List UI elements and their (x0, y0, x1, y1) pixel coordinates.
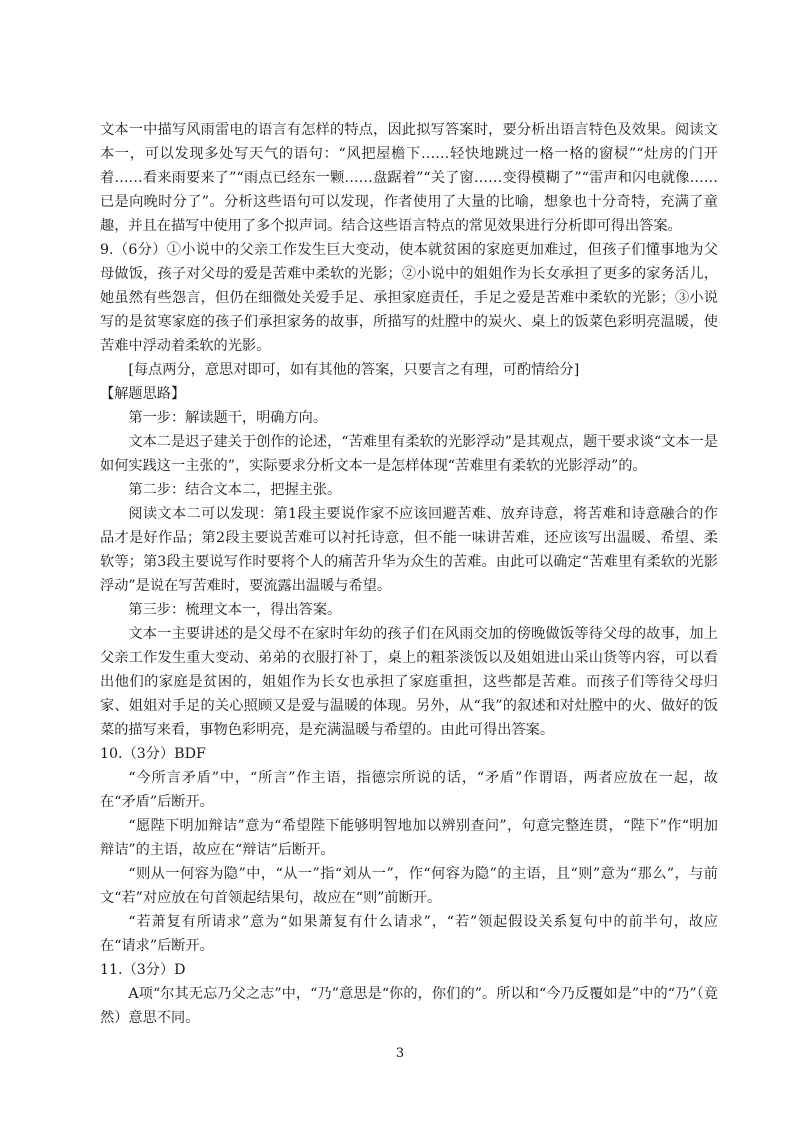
step-three-text: 文本一主要讲述的是父母不在家时年幼的孩子们在风雨交加的傍晚做饭等待父母的故事，加上父亲工作发生重大变动、弟弟的衣服打补丁，桌上的粗茶淡饭以及姐姐进山采山货等内容，可以看出他们的家庭是贫困的，姐姐作为长女也承担了家庭重担，这些都是苦难。而孩子们等待父母归家、姐姐对手足的关心照顾又是爱与温暖的体现。另外，从“我”的叙述和对灶膛中的火、做好的饭菜的描写来看，事物色彩明亮，是充满温暖与希望的。由此可得出答案。 (100, 626, 718, 738)
q10-explanation-1: “今所言矛盾”中，“所言”作主语，指德宗所说的话，“矛盾”作谓语，两者应放在一起，故在“矛盾”后断开。 (100, 770, 718, 810)
q10-explanation-2: “愿陛下明加辩诘”意为“希望陛下能够明智地加以辨别查问”，句意完整连贯，“陛下”作“明加辩诘”的主语，故应在“辩诘”后断开。 (100, 818, 718, 858)
answer-q11: 11.（3分）D (100, 962, 186, 978)
paragraph-analysis-text1: 文本一中描写风雨雷电的语言有怎样的特点，因此拟写答案时，要分析出语言特色及效果。阅读文本一，可以发现多处写天气的语句：“风把屋檐下……轻快地跳过一格一格的窗棂”“灶房的门开着……看来雨要来了”“雨点已经东一颗……盘踞着”“关了窗……变得模糊了”“雷声和闪电就像……已是向晚时分了”。分析这些语句可以发现，作者使用了大量的比喻，想象也十分奇特，充满了童趣，并且在描写中使用了多个拟声词。结合这些语言特点的常见效果进行分析即可得出答案。 (100, 122, 718, 234)
step-one-text: 文本二是迟子建关于创作的论述，“苦难里有柔软的光影浮动”是其观点，题干要求谈“文本一是如何实践这一主张的”，实际要求分析文本一是怎样体现“苦难里有柔软的光影浮动”的。 (100, 434, 718, 474)
q10-explanation-3: “则从一何容为隐”中，“从一”指“刘从一”，作“何容为隐”的主语，且“则”意为“那么”，与前文“若”对应放在句首领起结果句，故应在“则”前断开。 (100, 866, 718, 906)
step-two-text: 阅读文本二可以发现：第1段主要说作家不应该回避苦难、放弃诗意，将苦难和诗意融合的作品才是好作品；第2段主要说苦难可以衬托诗意，但不能一味讲苦难，还应该写出温暖、希望、柔软等；第3段主要说写作时要将个人的痛苦升华为众生的苦难。由此可以确定“苦难里有柔软的光影浮动”是说在写苦难时，要流露出温暖与希望。 (100, 506, 718, 594)
step-one-heading: 第一步：解读题干，明确方向。 (128, 410, 328, 426)
scoring-note: [每点两分，意思对即可，如有其他的答案，只要言之有理，可酌情给分] (128, 362, 580, 378)
step-two-heading: 第二步：结合文本二，把握主张。 (128, 482, 342, 498)
answer-q10: 10.（3分）BDF (100, 746, 206, 762)
section-heading-approach: 【解题思路】 (100, 386, 186, 402)
q10-explanation-4: “若萧复有所请求”意为“如果萧复有什么请求”，“若”领起假设关系复句中的前半句，故应在“请求”后断开。 (100, 914, 718, 954)
q11-explanation: A项“尔其无忘乃父之志”中，“乃”意思是“你的，你们的”。所以和“今乃反覆如是”中的“乃”（竟然）意思不同。 (100, 986, 718, 1026)
answer-q9: 9.（6分）①小说中的父亲工作发生巨大变动，使本就贫困的家庭更加难过，但孩子们懂事地为父母做饭，孩子对父母的爱是苦难中柔软的光影；②小说中的姐姐作为长女承担了更多的家务活儿，她虽然有些怨言，但仍在细微处关爱手足、承担家庭责任，手足之爱是苦难中柔软的光影；③小说写的是贫寒家庭的孩子们承担家务的故事，所描写的灶膛中的炭火、桌上的饭菜色彩明亮温暖，使苦难中浮动着柔软的光影。 (100, 242, 718, 354)
page-number: 3 (395, 1046, 405, 1061)
page-content (100, 118, 718, 1030)
step-three-heading: 第三步：梳理文本一，得出答案。 (128, 602, 342, 618)
